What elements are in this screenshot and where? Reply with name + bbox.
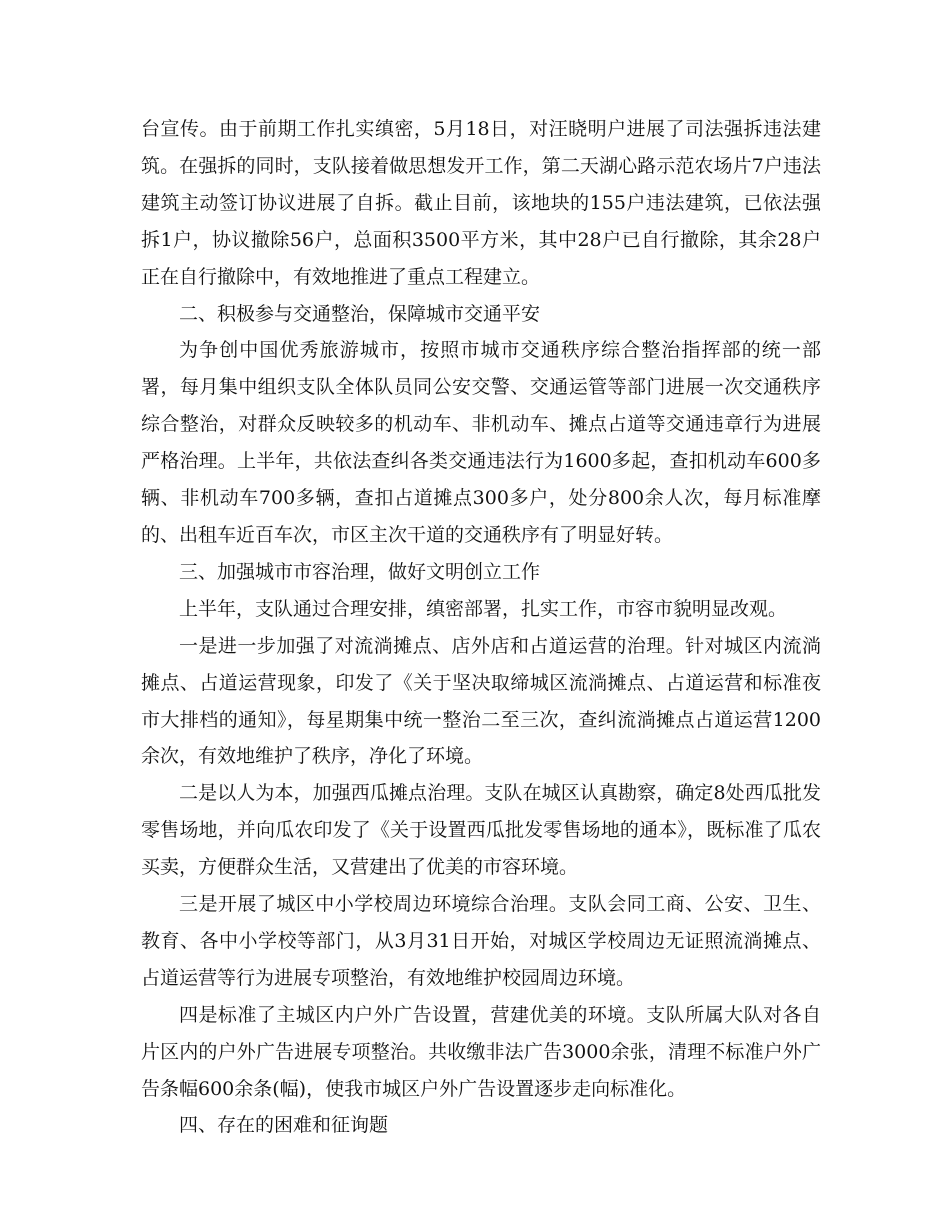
section-heading-traffic: 二、积极参与交通整治，保障城市交通平安 (179, 302, 541, 325)
section-heading-difficulties: 四、存在的困难和征询题 (179, 1114, 389, 1137)
paragraph-summary: 上半年，支队通过合理安排，缜密部署，扎实工作，市容市貌明显改观。 (179, 597, 788, 620)
paragraph-continuation: 台宣传。由于前期工作扎实缜密，5月18日，对汪晓明户进展了司法强拆违法建筑。在强拆的同时，支队接着做思想发开工作，第二天湖心路示范农场片7户违法建筑主动签订协议进展了自拆。截止目前，该地块的155户违法建筑，已依法强拆1户，协议撤除56户，总面积3500平方米，其中28户已自行撤除，其余28户正在自行撤除中，有效地推进了重点工程建立。 (141, 118, 821, 288)
paragraph-item-one: 一是进一步加强了对流淌摊点、店外店和占道运营的治理。针对城区内流淌摊点、占道运营现象，印发了《关于坚决取缔城区流淌摊点、占道运营和标准夜市大排档的通知》，每星期集中统一整治二至三次，查纠流淌摊点占道运营1200余次，有效地维护了秩序，净化了环境。 (141, 634, 821, 768)
paragraph-item-three: 三是开展了城区中小学校周边环境综合治理。支队会同工商、公安、卫生、教育、各中小学校等部门，从3月31日开始，对城区学校周边无证照流淌摊点、占道运营等行为进展专项整治，有效地维护校园周边环境。 (141, 893, 821, 989)
document-body (141, 111, 821, 1144)
paragraph-item-two: 二是以人为本，加强西瓜摊点治理。支队在城区认真勘察，确定8处西瓜批发零售场地，并向瓜农印发了《关于设置西瓜批发零售场地的通本》，既标准了瓜农买卖，方便群众生活，又营建出了优美的市容环境。 (141, 782, 821, 879)
paragraph-item-four: 四是标准了主城区内户外广告设置，营建优美的环境。支队所属大队对各自片区内的户外广告进展专项整治。共收缴非法广告3000余张，清理不标准户外广告条幅600余条(幅)，使我市城区户外广告设置逐步走向标准化。 (141, 1003, 821, 1100)
section-heading-city-appearance: 三、加强城市市容治理，做好文明创立工作 (179, 560, 541, 583)
paragraph-traffic: 为争创中国优秀旅游城市，按照市城市交通秩序综合整治指挥部的统一部署，每月集中组织支队全体队员同公安交警、交通运管等部门进展一次交通秩序综合整治，对群众反映较多的机动车、非机动车、摊点占道等交通违章行为进展严格治理。上半年，共依法查纠各类交通违法行为1600多起，查扣机动车600多辆、非机动车700多辆，查扣占道摊点300多户，处分800余人次，每月标准摩的、出租车近百车次，市区主次干道的交通秩序有了明显好转。 (141, 339, 821, 546)
